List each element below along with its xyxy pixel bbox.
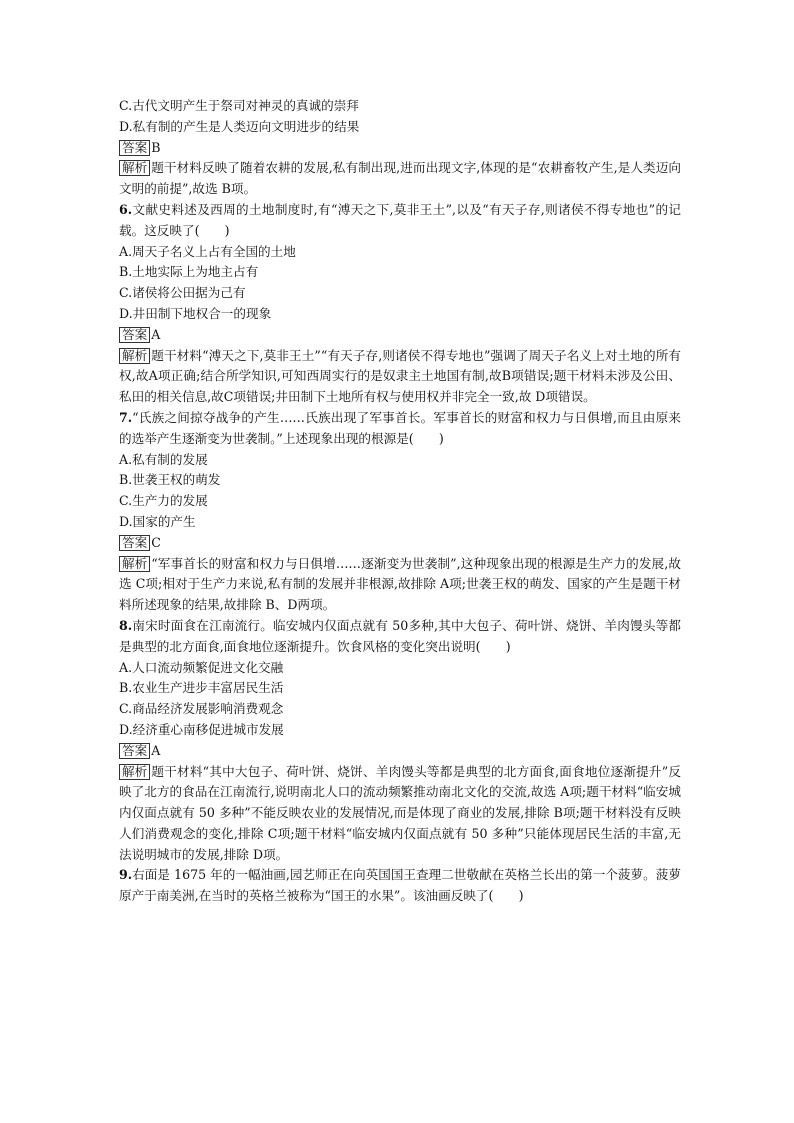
answer-tag: 答案	[119, 140, 150, 156]
question-number: 8.	[119, 617, 133, 633]
answer-value: B	[151, 139, 161, 155]
question-number: 9.	[119, 867, 133, 883]
analysis-text: 题干材料“溥天之下,莫非王土”“有天子存,则诸侯不得专地也”强调了周天子名义上对土地的所有权,故A项正确;结合所学知识,可知西周实行的是奴隶主土地国有制,故B项错误;题干材料未涉及公田、私田的相关信息,故C项错误;井田制下土地所有权与使用权并非完全一致,故 D项错误。	[119, 347, 681, 405]
question-number: 6.	[119, 201, 133, 217]
document-page	[119, 96, 681, 907]
answer-value: A	[151, 742, 161, 758]
q6-analysis	[119, 346, 681, 408]
q8-analysis	[119, 762, 681, 866]
analysis-text: 题干材料“其中大包子、荷叶饼、烧饼、羊肉馒头等都是典型的北方面食,面食地位逐渐提升”反映了北方的食品在江南流行,说明南北人口的流动频繁推动南北文化的交流,故选 A项;题干材料“临安城内仅面点就有 50 多种”不能反映农业的发展情况,而是体现了商业的发展,排除 B项;题干材料没有反映人们消费观念的变化,排除 C项;题干材料“临安城内仅面点就有 50 多种”只能体现居民生活的丰富,无法说明城市的发展,排除 D项。	[119, 763, 681, 862]
question-text: “氏族之间掠夺战争的产生……氏族出现了军事首长。军事首长的财富和权力与日俱增,而且由原来的选举产生逐渐变为世袭制。”上述现象出现的根源是( )	[119, 409, 681, 446]
answer-tag: 答案	[119, 327, 150, 343]
q5-option-c: C.古代文明产生于祭司对神灵的真诚的崇拜	[119, 98, 359, 113]
question-text: 右面是 1675 年的一幅油画,园艺师正在向英国国王查理二世敬献在英格兰长出的第一个菠萝。菠萝原产于南美洲,在当时的英格兰被称为“国王的水果”。该油画反映了( )	[119, 867, 681, 904]
q7-option-a: A.私有制的发展	[119, 451, 208, 467]
q6-option-d: D.井田制下地权合一的现象	[119, 305, 272, 321]
q7-option-d: D.国家的产生	[119, 513, 196, 529]
q7-option-c: C.生产力的发展	[119, 493, 208, 509]
q7-analysis	[119, 554, 681, 616]
q6-option-a: A.周天子名义上占有全国的土地	[119, 243, 296, 259]
q5-answer	[119, 138, 681, 159]
q6-option-b: B.土地实际上为地主占有	[119, 264, 259, 280]
q8-option-c: C.商品经济发展影响消费观念	[119, 701, 284, 717]
analysis-tag: 解析	[119, 556, 150, 572]
answer-value: C	[151, 534, 161, 550]
q8-stem	[119, 616, 681, 658]
q8-answer	[119, 741, 681, 762]
analysis-text: 题干材料反映了随着农耕的发展,私有制出现,进而出现文字,体现的是“农耕畜牧产生,是人类迈向文明的前提”,故选 B项。	[119, 160, 681, 197]
q7-answer	[119, 533, 681, 554]
answer-value: A	[151, 326, 161, 342]
q7-option-b: B.世袭王权的萌发	[119, 472, 221, 488]
analysis-tag: 解析	[119, 160, 150, 176]
answer-tag: 答案	[119, 535, 150, 551]
q7-stem	[119, 408, 681, 450]
analysis-tag: 解析	[119, 764, 150, 780]
question-text: 南宋时面食在江南流行。临安城内仅面点就有 50多种,其中大包子、荷叶饼、烧饼、羊肉馒头等都是典型的北方面食,面食地位逐渐提升。饮食风格的变化突出说明( )	[119, 617, 681, 654]
question-text: 文献史料述及西周的土地制度时,有“溥天之下,莫非王土”,以及“有天子存,则诸侯不得专地也”的记载。这反映了( )	[119, 201, 681, 238]
analysis-text: “军事首长的财富和权力与日俱增……逐渐变为世袭制”,这种现象出现的根源是生产力的发展,故选 C项;相对于生产力来说,私有制的发展并非根源,故排除 A项;世袭王权的萌发、国家的产生是题干材料所述现象的结果,故排除 B、D两项。	[119, 555, 681, 613]
q8-option-b: B.农业生产进步丰富居民生活	[119, 680, 284, 696]
q6-answer	[119, 325, 681, 346]
q6-option-c: C.诸侯将公田据为己有	[119, 285, 246, 301]
q5-option-d: D.私有制的产生是人类迈向文明进步的结果	[119, 118, 360, 134]
answer-tag: 答案	[119, 743, 150, 759]
q6-stem	[119, 200, 681, 242]
q8-option-d: D.经济重心南移促进城市发展	[119, 721, 284, 737]
q5-analysis	[119, 158, 681, 200]
q8-option-a: A.人口流动频繁促进文化交融	[119, 659, 284, 675]
analysis-tag: 解析	[119, 348, 150, 364]
q9-stem	[119, 865, 681, 907]
question-number: 7.	[119, 409, 133, 425]
